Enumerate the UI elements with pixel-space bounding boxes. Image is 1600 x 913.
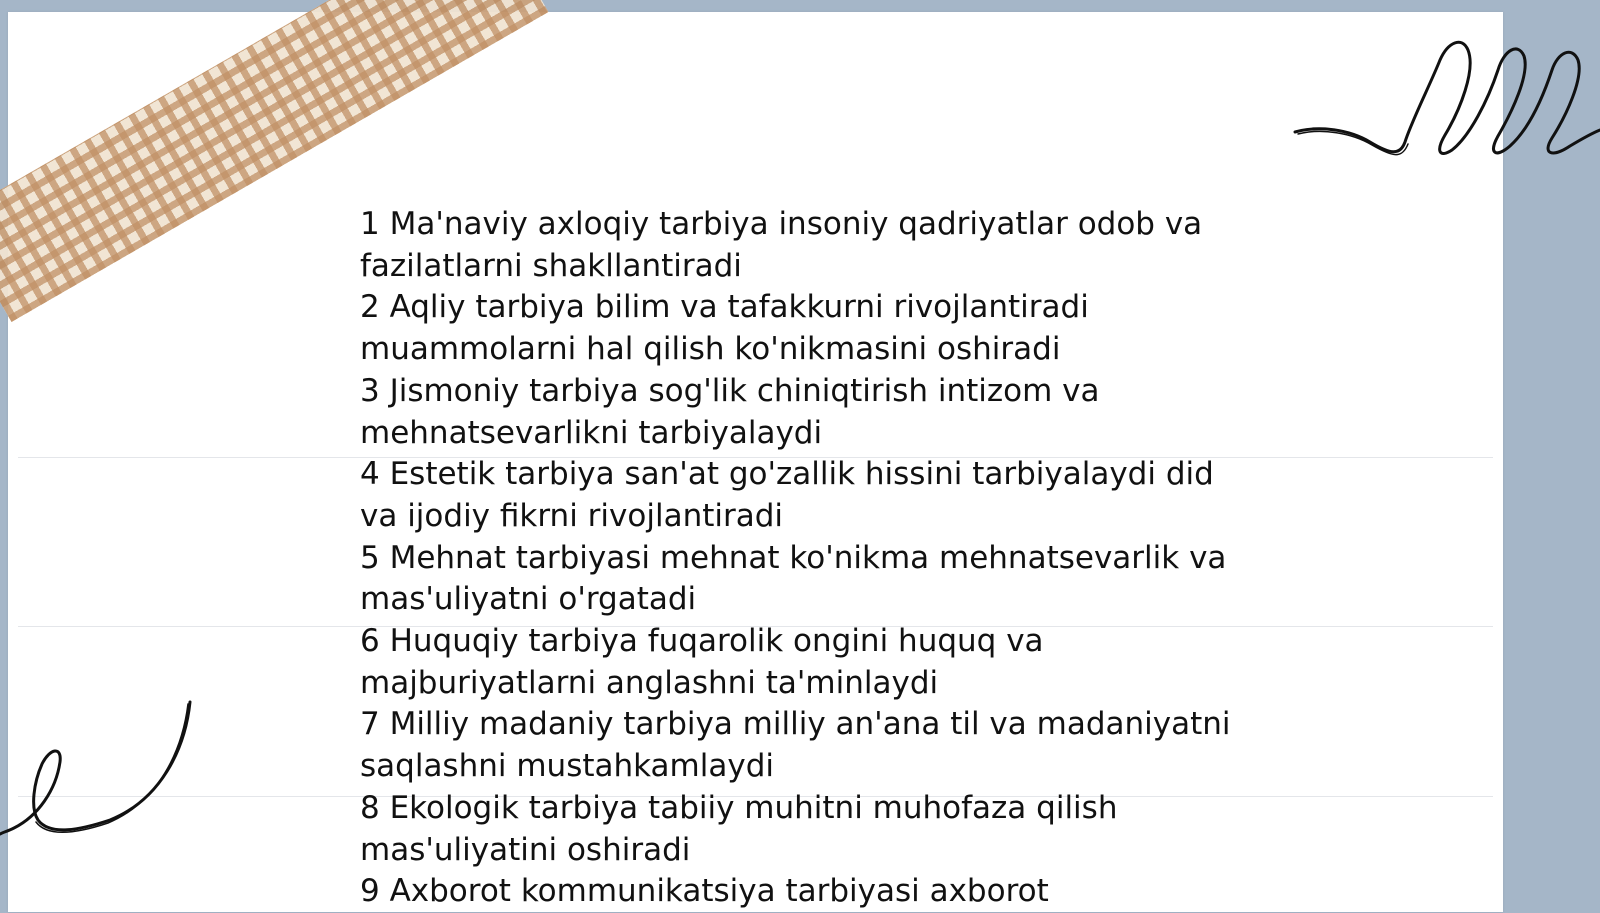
- numbered-list: [360, 204, 1250, 913]
- list-item: 9 Axborot kommunikatsiya tarbiyasi axborot: [360, 873, 1049, 910]
- list-item: 6 Huquqiy tarbiya fuqarolik ongini huquq va majburiyatlarni anglashni ta'minlaydi: [360, 623, 1044, 701]
- top-right-swirl-icon: [1290, 30, 1600, 170]
- list-item: 5 Mehnat tarbiyasi mehnat ko'nikma mehnatsevarlik va mas'uliyatni o'rgatadi: [360, 539, 1227, 618]
- list-item: 2 Aqliy tarbiya bilim va tafakkurni rivojlantiradi muammolarni hal qilish ko'nikmasini oshiradi: [360, 289, 1089, 368]
- list-item: 3 Jismoniy tarbiya sog'lik chiniqtirish intizom va mehnatsevarlikni tarbiyalaydi: [360, 372, 1100, 451]
- list-item: 1 Ma'naviy axloqiy tarbiya insoniy qadriyatlar odob va fazilatlarni shakllantiradi: [360, 206, 1203, 284]
- list-item: 8 Ekologik tarbiya tabiiy muhitni muhofaza qilish mas'uliyatini oshiradi: [360, 789, 1118, 868]
- list-item: 7 Milliy madaniy tarbiya milliy an'ana til va madaniyatni saqlashni mustahkamlaydi: [360, 706, 1231, 785]
- list-item: 4 Estetik tarbiya san'at go'zallik hissini tarbiyalaydi did va ijodiy fikrni rivojlantiradi: [360, 456, 1214, 534]
- bottom-left-swirl-icon: [0, 690, 200, 850]
